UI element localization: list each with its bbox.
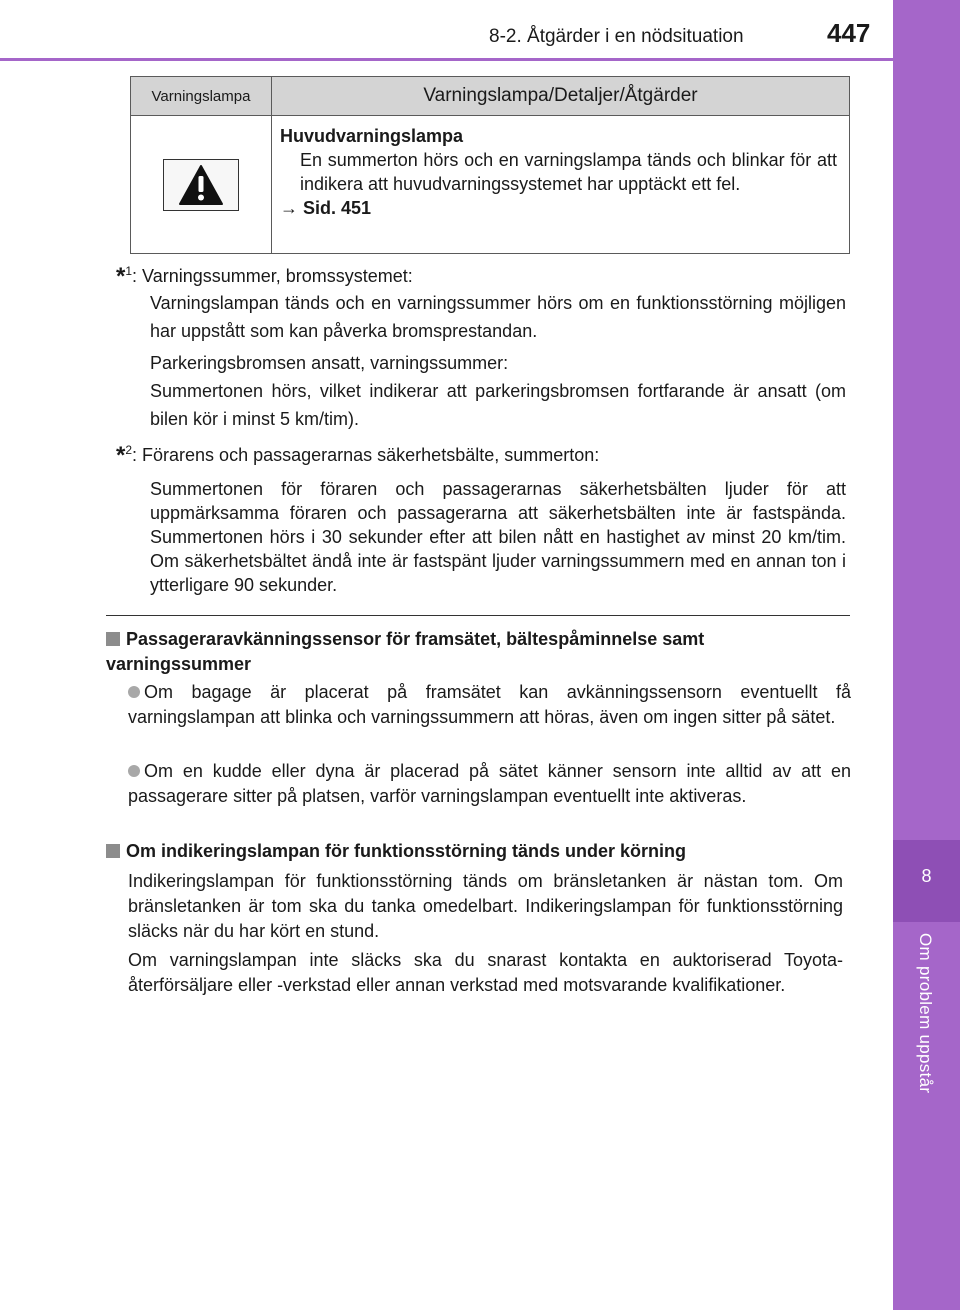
table-header-details: Varningslampa/Detaljer/Åtgärder [272,77,850,116]
lamp-description: En summerton hörs och en varningslampa tänds och blinkar för att indikera att huvudvarningssystemet har upptäckt ett fel. [300,150,837,194]
lamp-title: Huvudvarningslampa [280,126,464,146]
lamp-page-reference[interactable] [280,196,837,220]
warning-light-table [130,76,850,254]
table-header-row [131,77,850,116]
list-item-text: Om bagage är placerat på framsätet kan avkänningssensorn eventuellt få varningslampan att blinka och varningssummern att höras, även om ingen sitter på sätet. [128,682,851,727]
footnote-asterisk: * [116,442,126,469]
lamp-icon-cell [131,116,272,254]
list-item-text: Om en kudde eller dyna är placerad på sätet känner sensorn inte alltid av att en passagerare sitter på platsen, varför varningslampan eventuellt inte aktiveras. [128,761,851,806]
reference-page: Sid. 451 [303,198,372,218]
footnote-1-paragraph: Varningslampan tänds och en varningssummer hörs om en funktionsstörning möjligen har uppstått som kan påverka bromsprestandan. [150,293,846,341]
reference-arrow: → [280,198,298,218]
section-divider [106,615,850,616]
chapter-number: 8 [921,866,932,886]
footnote-2-heading [116,435,599,471]
section-paragraph: Om varningslampan inte släcks ska du snarast kontakta en auktoriserad Toyota-återförsäljare eller -verkstad eller annan verkstad med motsvarande kvalifikationer. [128,950,843,995]
table-row [131,116,850,254]
section-heading-text: Passageraravkänningssensor för framsätet, bältespåminnelse samt varningssummer [106,629,705,674]
chapter-side-tab [893,0,960,1310]
table-header-lamp: Varningslampa [131,77,272,116]
footnote-asterisk: * [116,263,126,290]
square-bullet-icon [106,844,120,858]
list-item [128,680,851,730]
footnote-number: 2 [125,443,133,457]
footnote-number: 1 [125,264,133,278]
circle-bullet-icon [128,765,140,777]
circle-bullet-icon [128,686,140,698]
master-warning-triangle-icon [163,159,239,211]
header-section-title: 8-2. Åtgärder i en nödsituation [489,26,744,47]
footnote-title: : Varningssummer, bromssystemet: [132,266,413,286]
list-item [128,759,851,809]
footnote-1-paragraph: Summertonen hörs, vilket indikerar att parkeringsbromsen fortfarande är ansatt (om bilen kör i minst 5 km/tim). [150,381,846,429]
section-heading-text: Om indikeringslampan för funktionsstörning tänds under körning [126,841,687,861]
page-number: 447 [827,18,871,48]
section-heading-malfunction-lamp [106,839,851,864]
lamp-details-cell [272,116,850,254]
footnote-title: : Förarens och passagerarnas säkerhetsbälte, summerton: [132,445,600,465]
header-rule [0,58,893,61]
section-paragraph: Indikeringslampan för funktionsstörning tänds om bränsletanken är nästan tom. Om bränsletanken är tom ska du tanka omedelbart. Indikeringslampan för funktionsstörning släcks när du har kört en stund. [128,871,843,941]
section-heading-seat-sensor [106,627,851,677]
footnote-2-paragraph: Summertonen för föraren och passagerarnas säkerhetsbälten ljuder för att uppmärksamma föraren och passagerarna att säkerhetsbälten inte är fastspända. Summertonen hörs i 30 sekunder efter att bilen nått en hastighet av minst 20 km/tim. Om säkerhetsbältet ändå inte är fastspänt ljuder varningssummern med en annan ton i ytterligare 90 sekunder. [150,479,846,595]
chapter-title: Om problem uppstår [916,933,935,1094]
square-bullet-icon [106,632,120,646]
footnote-1-heading [116,256,413,292]
footnote-1-subheading: Parkeringsbromsen ansatt, varningssummer: [150,353,509,373]
